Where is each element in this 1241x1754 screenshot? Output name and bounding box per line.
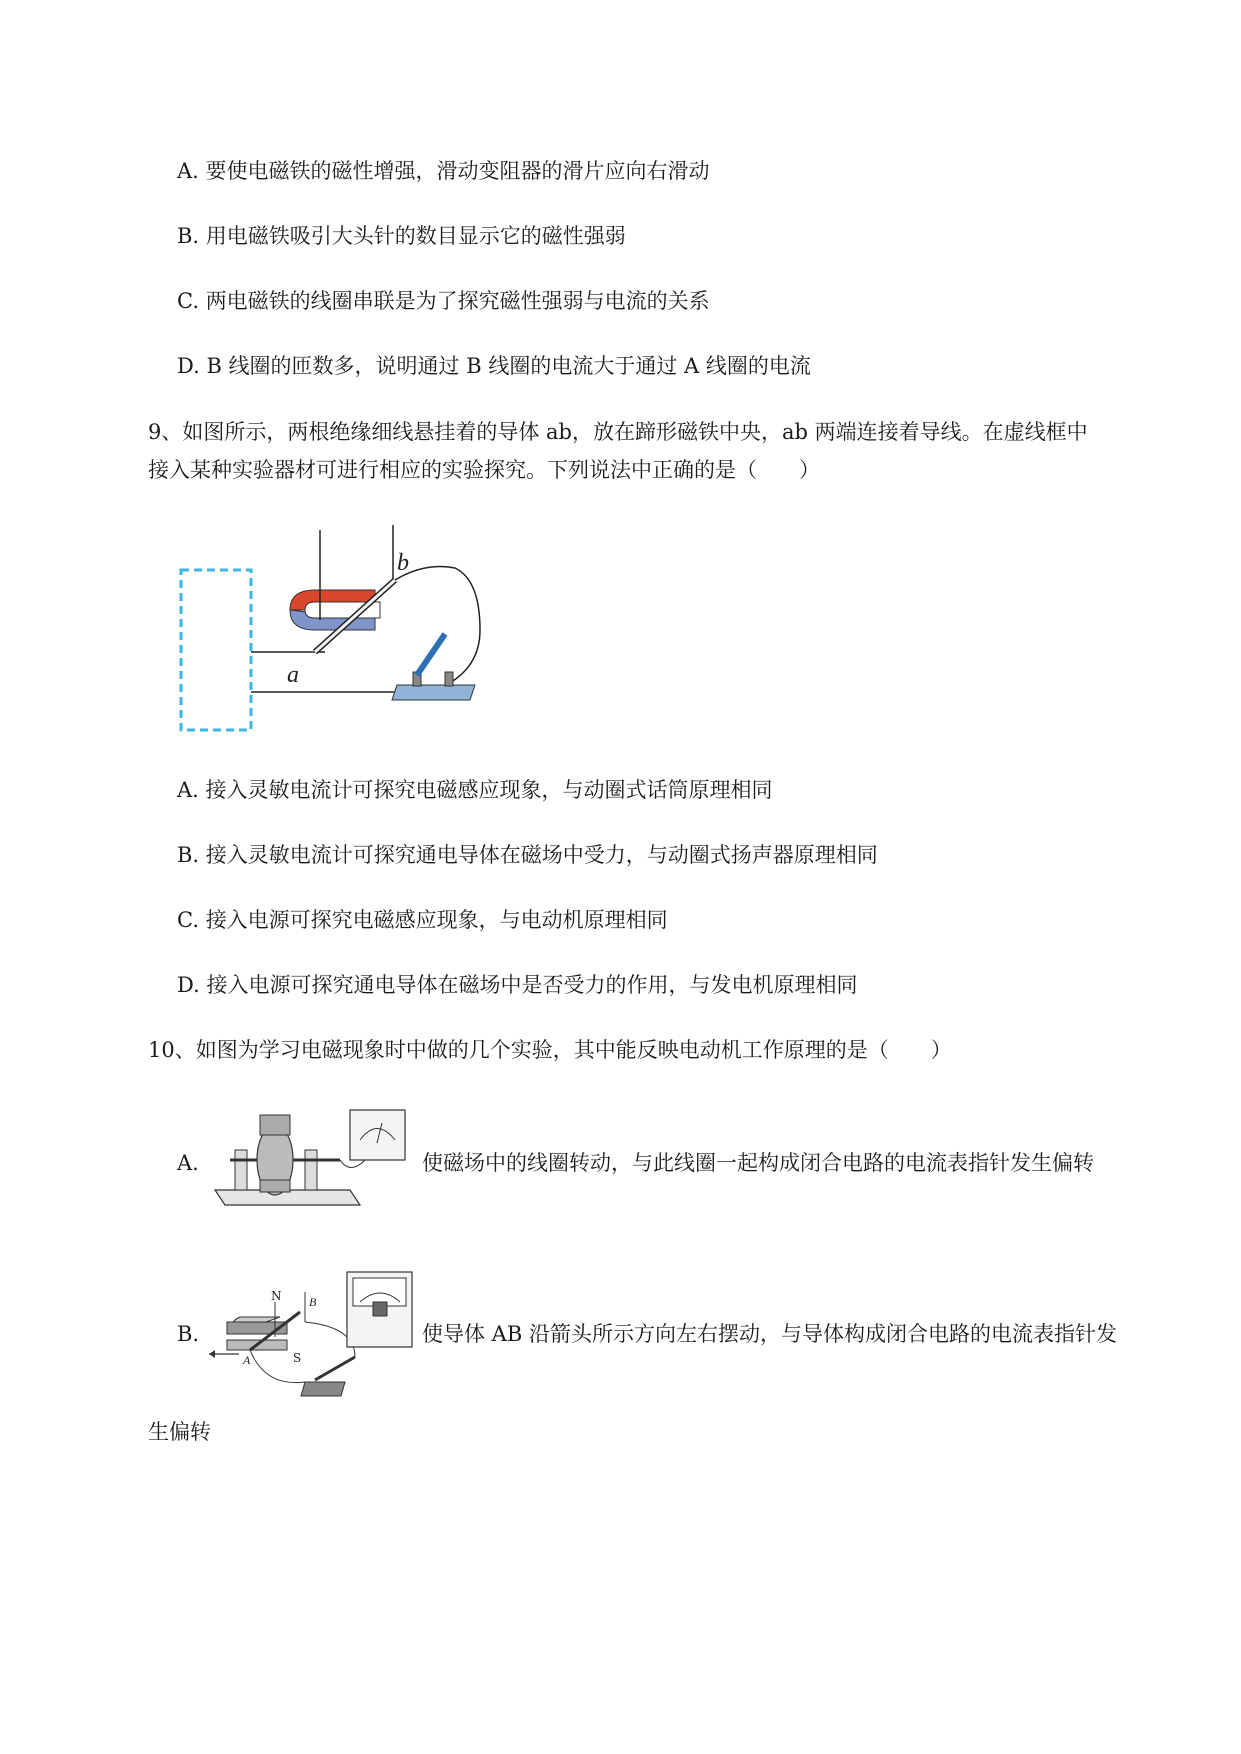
label-a: a [287, 662, 299, 688]
option-letter: B. [177, 843, 200, 867]
q8-option-b [177, 222, 626, 250]
option-text: 要使电磁铁的磁性增强，滑动变阻器的滑片应向右滑动 [205, 159, 710, 183]
q9-figure [175, 520, 505, 740]
dashed-box [181, 570, 251, 730]
q10-option-b-text-line1: 使导体 AB 沿箭头所示方向左右摆动，与导体构成闭合电路的电流表指针发 [422, 1322, 1117, 1346]
fig-label-b: B [309, 1295, 317, 1309]
q8-option-a [177, 157, 710, 185]
switch-lever [417, 634, 445, 675]
q10-option-a-text: 使磁场中的线圈转动，与此线圈一起构成闭合电路的电流表指针发生偏转 [422, 1151, 1094, 1175]
option-letter: C. [177, 289, 199, 313]
option-letter: C. [177, 908, 199, 932]
option-text: 接入电源可探究通电导体在磁场中是否受力的作用，与发电机原理相同 [206, 973, 858, 997]
q9-option-c [177, 906, 668, 934]
q10-a-figure [210, 1105, 410, 1215]
fig-label-n: N [271, 1289, 282, 1303]
q10-option-b-text-line2: 生偏转 [148, 1420, 211, 1444]
option-text: 接入灵敏电流计可探究通电导体在磁场中受力，与动圈式扬声器原理相同 [205, 843, 878, 867]
q9-stem-line1: 9、如图所示，两根绝缘细线悬挂着的导体 ab，放在蹄形磁铁中央，ab 两端连接着导线。在虚线框中 [148, 420, 1088, 444]
q10-stem: 10、如图为学习电磁现象时中做的几个实验，其中能反映电动机工作原理的是（ ） [148, 1038, 952, 1062]
option-text: 两电磁铁的线圈串联是为了探究磁性强弱与电流的关系 [205, 289, 710, 313]
wire-b [395, 567, 480, 689]
option-text: B 线圈的匝数多，说明通过 B 线圈的电流大于通过 A 线圈的电流 [206, 354, 811, 378]
q8-option-d [177, 352, 811, 380]
q10-option-b-letter: B. [177, 1322, 200, 1346]
q8-option-c [177, 287, 710, 315]
option-letter: D. [177, 354, 200, 378]
fig-label-s: S [293, 1351, 302, 1365]
q9-option-a [177, 776, 773, 804]
q9-option-d [177, 971, 857, 999]
option-letter: A. [177, 778, 199, 802]
q10-b-figure [205, 1262, 420, 1407]
switch-base [392, 685, 475, 700]
q10-option-a-letter: A. [177, 1151, 199, 1175]
fig-label-a: A [243, 1353, 251, 1367]
label-b: b [397, 550, 409, 576]
option-letter: A. [177, 159, 199, 183]
q9-option-b [177, 841, 878, 869]
option-letter: B. [177, 224, 200, 248]
option-text: 接入电源可探究电磁感应现象，与电动机原理相同 [205, 908, 668, 932]
option-letter: D. [177, 973, 200, 997]
option-text: 接入灵敏电流计可探究电磁感应现象，与动圈式话筒原理相同 [205, 778, 773, 802]
option-text: 用电磁铁吸引大头针的数目显示它的磁性强弱 [205, 224, 626, 248]
q9-stem-line2: 接入某种实验器材可进行相应的实验探究。下列说法中正确的是（ ） [148, 458, 820, 482]
